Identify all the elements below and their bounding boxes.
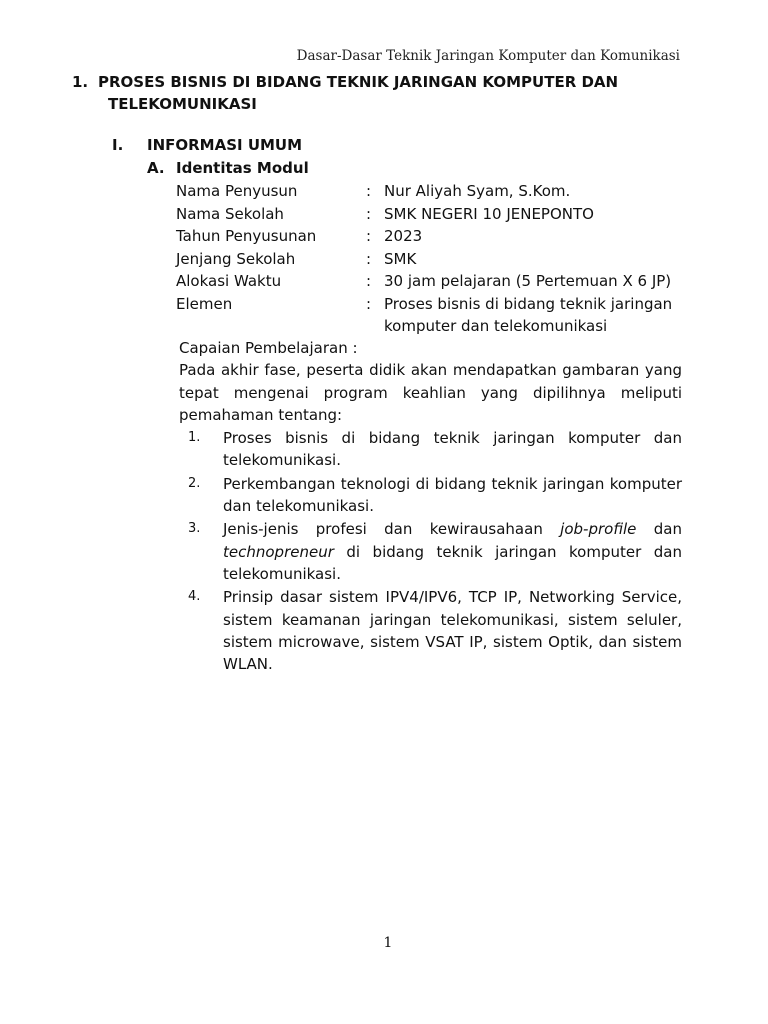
list-item-text	[223, 518, 682, 585]
identitas-label: Alokasi Waktu	[176, 272, 282, 290]
identitas-value: 2023	[384, 227, 423, 245]
list-item-number: 4.	[188, 589, 201, 605]
capaian-intro: Pada akhir fase, peserta didik akan mendapatkan gambaran yang tepat mengenai program keahlian yang dipilihnya meliputi pemahaman tentang:	[179, 361, 682, 424]
list-item-text: Prinsip dasar sistem IPV4/IPV6, TCP IP, Networking Service, sistem keamanan jaringan telekomunikasi, sistem seluler, sistem microwave, sistem VSAT IP, sistem Optik, dan sistem WLAN.	[223, 588, 682, 674]
chapter-number: 1.	[72, 73, 89, 91]
list-item	[179, 518, 682, 585]
identitas-label: Nama Penyusun	[176, 182, 298, 200]
identitas-value: SMK NEGERI 10 JENEPONTO	[384, 204, 594, 223]
capaian-pembelajaran	[179, 337, 682, 676]
list-item	[179, 586, 682, 675]
list-item-text: Proses bisnis di bidang teknik jaringan komputer dan telekomunikasi.	[223, 429, 682, 470]
text-run: di bidang teknik jaringan komputer dan telekomunikasi.	[223, 542, 682, 583]
section-number: I.	[112, 136, 124, 154]
identitas-row-nama-penyusun	[176, 180, 684, 203]
page-number: 1	[383, 935, 393, 951]
list-item	[179, 473, 682, 518]
identitas-row-nama-sekolah	[176, 203, 684, 226]
list-item-text: Perkembangan teknologi di bidang teknik jaringan komputer dan telekomunikasi.	[223, 474, 682, 516]
identitas-colon: :	[366, 204, 372, 223]
subsection-number: A.	[147, 159, 165, 177]
identitas-colon: :	[366, 249, 372, 268]
capaian-label: Capaian Pembelajaran :	[179, 339, 358, 357]
text-run: Jenis-jenis profesi dan kewirausahaan	[223, 520, 561, 539]
subsection-title: Identitas Modul	[176, 159, 309, 177]
text-run: dan	[636, 520, 682, 539]
identitas-colon: :	[366, 272, 372, 290]
list-item-number: 3.	[188, 521, 201, 537]
chapter-title-line2: TELEKOMUNIKASI	[108, 95, 257, 113]
chapter-title-line1: PROSES BISNIS DI BIDANG TEKNIK JARINGAN KOMPUTER DAN	[98, 73, 619, 91]
identitas-label: Elemen	[176, 294, 233, 313]
italic-term-job-profile: job-profile	[560, 520, 637, 539]
identitas-table	[176, 180, 684, 338]
list-item	[179, 427, 682, 472]
identitas-label: Jenjang Sekolah	[176, 249, 296, 268]
list-item-number: 2.	[188, 475, 201, 491]
identitas-row-jenjang-sekolah	[176, 248, 684, 271]
identitas-label: Nama Sekolah	[176, 204, 284, 223]
running-header: Dasar-Dasar Teknik Jaringan Komputer dan Komunikasi	[296, 48, 680, 64]
section-title: INFORMASI UMUM	[147, 136, 303, 154]
identitas-colon: :	[366, 294, 372, 313]
identitas-colon: :	[366, 227, 372, 245]
identitas-label: Tahun Penyusunan	[176, 227, 317, 245]
identitas-row-tahun-penyusunan	[176, 225, 684, 248]
identitas-value: 30 jam pelajaran (5 Pertemuan X 6 JP)	[384, 272, 672, 290]
identitas-row-alokasi-waktu	[176, 270, 684, 293]
identitas-colon: :	[366, 182, 372, 200]
identitas-value: Proses bisnis di bidang teknik jaringan komputer dan telekomunikasi	[384, 294, 673, 335]
identitas-row-elemen	[176, 293, 684, 338]
chapter-title	[72, 71, 672, 115]
section-heading-informasi-umum	[112, 136, 302, 154]
subsection-heading-identitas-modul	[147, 159, 309, 177]
identitas-value: SMK	[384, 249, 417, 268]
list-item-number: 1.	[188, 430, 201, 446]
capaian-list	[179, 427, 682, 675]
identitas-value: Nur Aliyah Syam, S.Kom.	[384, 182, 571, 200]
italic-term-technopreneur: technopreneur	[223, 542, 334, 561]
